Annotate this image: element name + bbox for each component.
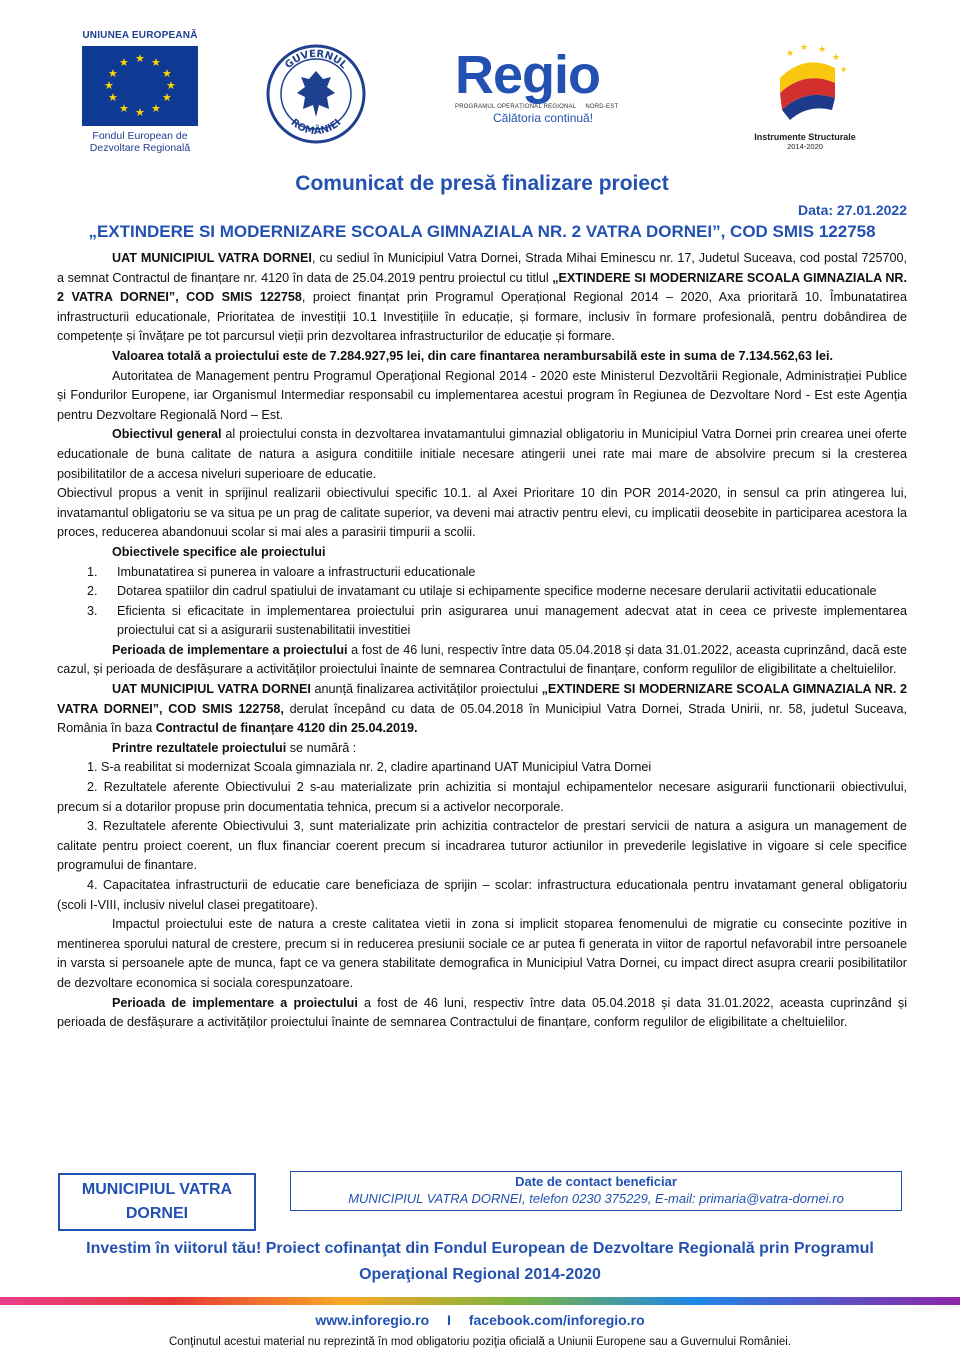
page-title: Comunicat de presă finalizare proiect: [295, 172, 669, 195]
beneficiary-name-line1: MUNICIPIUL VATRA: [81, 1181, 233, 1198]
svg-text:★: ★: [818, 44, 827, 54]
eu-logo-bottom-line2: Dezvoltare Regională: [89, 142, 191, 154]
regio-wordmark: Regio: [455, 45, 601, 105]
regio-tagline: Călătoria continuă!: [493, 111, 594, 125]
contact-box: [290, 1171, 902, 1211]
result-item-1: 1. S-a reabilitat si modernizat Scoala gimnaziala nr. 2, cladire apartinand UAT Municipiul Vatra Dornei: [87, 760, 652, 775]
paragraph-completion-announcement: UAT MUNICIPIUL VATRA DORNEI anunță finalizarea activităților proiectului „EXTINDERE SI MODERNIZARE SCOALA GIMNAZIALA NR. 2 VATRA DORNEI”, COD SMIS 122758, derulat începând cu data de 05.04.2018 în Municipiul Vatra Dornei, Strada Unirii, nr. 58, judetul Suceava, România în baza Contractul de finanțare 4120 din 25.04.2019.: [57, 682, 908, 736]
svg-text:GUVERNUL: GUVERNUL: [283, 48, 349, 72]
paragraph-management-authority: Autoritatea de Management pentru Programul Operaţional Regional 2014 - 2020 este Ministerul Dezvoltării Regionale, Administrației Publice și Fondurilor Europene, iar Organismul Intermediar responsabil cu implementarea acestui program în Regiunea de Dezvoltare Nord - Est este Agenția pentru Dezvoltare Regională Nord – Est.: [57, 368, 907, 422]
list-item: 3. Eficienta si eficacitate in implementarea proiectului prin asigurarea unui management adecvat atat in ceea ce priveste implementarea proiectului cat si a asigurarii sustenabilitatii investitiei: [87, 603, 907, 638]
svg-text:★: ★: [840, 65, 848, 74]
footer-links: [0, 1312, 960, 1328]
paragraph-proposed-objective: Obiectivul propus a venit in sprijinul realizarii obiectivului specific 10.1. al Axei Prioritare 10 din POR 2014-2020, in sensul ca prin atingerea lui, invatamantul obligatoriu se va situa pe un prag de calitate superior, va deveni mai atractiv pentru elevi, cu implicatii deosebite in participarea acestora la proces, reducerea abandonuui scolar si mai ales a parasirii timpurii a scolii.: [57, 486, 907, 540]
svg-text:★: ★: [786, 48, 795, 58]
structural-instruments-logo: [740, 38, 870, 151]
paragraph-general-objective: Obiectivul general al proiectului consta in dezvoltarea invatamantului gimnazial obligatoriu in Municipiul Vatra Dornei prin crearea unei oferte educationale de buna calitate de natura a asigura conditiile initiale necesare atingerii unei rate mai mare de absolvire precum si la cresterea posibilitatilor de a accesa niveluri superioare de educatie.: [57, 427, 907, 481]
eu-logo: [70, 30, 210, 154]
eu-logo-bottom-line1: Fondul European de: [92, 130, 188, 142]
structural-instruments-icon: [760, 38, 850, 123]
structural-instruments-years: 2014-2020: [787, 142, 823, 151]
cofinancing-line1: Investim în viitorul tău! Proiect cofinanţat din Fondul European de Dezvoltare Regională prin Programul: [86, 1240, 874, 1257]
release-date: Data: 27.01.2022: [798, 202, 907, 218]
svg-text:★: ★: [800, 42, 809, 52]
result-item-2: 2. Rezultatele aferente Obiectivului 2 s-au materializate prin achizitia si montajul echipamentelor necesare asigurarii functionarii obiectivului, precum si a dotarilor propuse prin documentatia tehnica, precum si a activelor necorporale.: [57, 780, 907, 814]
structural-instruments-label: Instrumente Structurale: [754, 132, 856, 142]
header-logos: [0, 0, 960, 170]
svg-text:★: ★: [832, 52, 841, 62]
results-heading: Printre rezultatele proiectului se numără :: [112, 740, 357, 755]
inforegio-link[interactable]: www.inforegio.ro: [315, 1312, 430, 1328]
svg-text:ROMÂNIEI: ROMÂNIEI: [288, 117, 344, 138]
paragraph-total-value: Valoarea totală a proiectului este de 7.284.927,95 lei, din care finantarea nerambursabilă este in suma de 7.134.562,63 lei.: [112, 348, 833, 363]
facebook-link[interactable]: facebook.com/inforegio.ro: [468, 1312, 645, 1328]
regio-logo: [455, 45, 655, 138]
paragraph-implementation-period: Perioada de implementare a proiectului a fost de 46 luni, respectiv între data 05.04.2018 și data 31.01.2022, aceasta cuprinzând, dacă este cazul, și perioada de desfășurare a activităților proiectului înainte de semnarea Contractului de finanțare, conform regulilor de eligibilitate a cheltuielilor.: [57, 642, 907, 677]
contact-title: Date de contact beneficiar: [515, 1174, 677, 1189]
eu-flag-icon: ★ ★ ★ ★ ★ ★ ★ ★ ★ ★ ★ ★: [82, 46, 198, 126]
romanian-government-seal-icon: [265, 43, 367, 145]
color-stripe-divider: [0, 1297, 960, 1305]
paragraph-intro: UAT MUNICIPIUL VATRA DORNEI, cu sediul în Municipiul Vatra Dornei, Strada Mihai Eminescu nr. 17, Judetul Suceava, cod postal 725700, a semnat Contractul de finanțare nr. 4120 în data de 25.04.2019 pentru proiectul cu titlul „EXTINDERE SI MODERNIZARE SCOALA GIMNAZIALA NR. 2 VATRA DORNEI”, COD SMIS 122758, proiect finanțat prin Programul Operațional Regional 2014 – 2020, Axa prioritară 10. Îmbunatatirea infrastructurii educationale, Prioritatea de investiții 10.1 Investițiile în educație, și formare, inclusiv în formare profesională, pentru dobândirea de competențe și învățare pe tot parcursul vieții prin dezvoltarea infrastructurilor de educație și formare.: [57, 251, 908, 344]
link-separator: I: [447, 1312, 451, 1328]
beneficiary-name-line2: DORNEI: [125, 1205, 189, 1222]
specific-objectives-heading: Obiectivele specifice ale proiectului: [112, 544, 326, 559]
cofinancing-line2: Operaţional Regional 2014-2020: [359, 1266, 601, 1283]
result-item-4: 4. Capacitatea infrastructurii de educatie care beneficiaza de sprijin – scolar: infrastructura educationala pentru invatamant general obligatoriu (scoli I-VIII, inclusiv nivelul clasei pregatitoare).: [57, 878, 907, 912]
eu-logo-top-text: UNIUNEA EUROPEANĂ: [82, 30, 198, 41]
contact-details: MUNICIPIUL VATRA DORNEI, telefon 0230 375229, E-mail: primaria@vatra-dornei.ro: [348, 1191, 844, 1206]
result-item-3: 3. Rezultatele aferente Obiectivului 3, sunt materializate prin achizitia contractelor de prestari servicii de natura a asigura un management de calitate pentru proiect coerent, un flux financiar coerent precum si incadrarea tuturor actiunilor in prevederile legislative in vigoare si cele specifice programului de finantare.: [57, 819, 907, 873]
regio-program-text: PROGRAMUL OPERAȚIONAL REGIONAL NORD-EST: [455, 104, 619, 110]
paragraph-impact: Impactul proiectului este de natura a creste calitatea vietii in zona si implicit stoparea fenomenului de migratie cu consecinte pozitive in mentinerea sporului natural de crestere, precum si in reducerea presiunii sociale ce ar putea fi generata in viitor de raportul nefavorabil intre persoanele in varsta si persoanele apte de munca, fapt ce va genera stabilitate demografica in Municipiul Vatra Dornei, cu impact direct asupra crearii posibilitatilor de dezvoltare economica si sociala corespunzatoare.: [57, 917, 907, 990]
beneficiary-box: [58, 1173, 256, 1231]
list-item: 2. Dotarea spatiilor din cadrul spatiului de invatamant cu utilaje si echipamente specifice moderne necesare derularii activitatii educationale: [87, 584, 877, 599]
disclaimer: Conţinutul acestui material nu reprezintă în mod obligatoriu poziţia oficială a Uniunii Europene sau a Guvernului României.: [169, 1336, 791, 1348]
press-release-content: [57, 172, 907, 1033]
list-item: 1. Imbunatatirea si punerea in valoare a infrastructurii educationale: [87, 564, 476, 579]
project-title: „EXTINDERE SI MODERNIZARE SCOALA GIMNAZIALA NR. 2 VATRA DORNEI”, COD SMIS 122758: [88, 222, 876, 241]
release-body: [57, 249, 907, 1033]
cofinancing-statement: [40, 1236, 920, 1288]
paragraph-implementation-period-2: Perioada de implementare a proiectului a fost de 46 luni, respectiv între data 05.04.2018 și data 31.01.2022, aceasta cuprinzând și perioada de desfășurare a activităților proiectului înainte de semnarea Contractului de finanțare, conform regulilor de eligibilitate a cheltuielilor.: [57, 995, 907, 1030]
